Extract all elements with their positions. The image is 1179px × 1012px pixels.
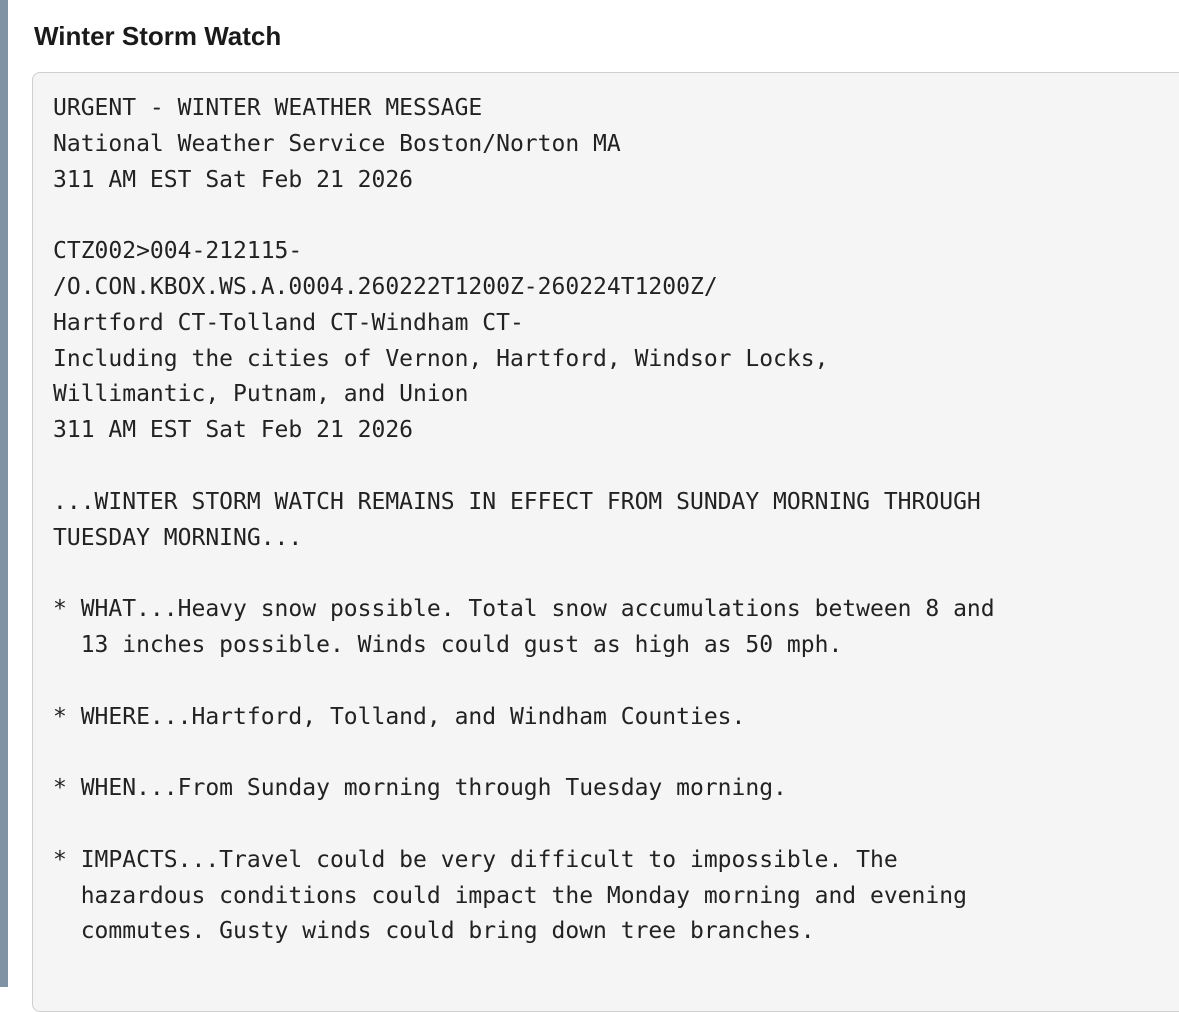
message-box xyxy=(32,72,1179,1012)
message-line: CTZ002>004-212115- xyxy=(53,238,303,265)
message-blank-line xyxy=(53,664,1179,700)
message-line: * WHAT...Heavy snow possible. Total snow accumulations between 8 and xyxy=(53,596,995,623)
message-blank-line xyxy=(53,449,1179,485)
alert-panel xyxy=(8,0,1179,987)
message-blank-line xyxy=(53,198,1179,234)
message-line: * IMPACTS...Travel could be very difficult to impossible. The xyxy=(53,846,898,873)
message-line: TUESDAY MORNING... xyxy=(53,524,303,551)
message-line: ...WINTER STORM WATCH REMAINS IN EFFECT FROM SUNDAY MORNING THROUGH xyxy=(53,488,981,515)
message-blank-line xyxy=(53,556,1179,592)
message-line: * WHEN...From Sunday morning through Tuesday morning. xyxy=(53,775,787,802)
message-line: commutes. Gusty winds could bring down tree branches. xyxy=(53,918,815,945)
message-line: Including the cities of Vernon, Hartford, Windsor Locks, xyxy=(53,345,829,372)
message-line: /O.CON.KBOX.WS.A.0004.260222T1200Z-260224T1200Z/ xyxy=(53,273,718,300)
message-line: hazardous conditions could impact the Monday morning and evening xyxy=(53,882,967,909)
message-line: 311 AM EST Sat Feb 21 2026 xyxy=(53,417,414,444)
message-text xyxy=(53,91,1179,950)
message-line: 311 AM EST Sat Feb 21 2026 xyxy=(53,166,414,193)
message-line: 13 inches possible. Winds could gust as high as 50 mph. xyxy=(53,631,843,658)
left-border-rule xyxy=(0,0,8,987)
alert-title: Winter Storm Watch xyxy=(34,21,282,51)
message-blank-line xyxy=(53,735,1179,771)
message-line: URGENT - WINTER WEATHER MESSAGE xyxy=(53,95,483,121)
message-blank-line xyxy=(53,807,1179,843)
message-line: Hartford CT-Tolland CT-Windham CT- xyxy=(53,309,524,336)
message-line: Willimantic, Putnam, and Union xyxy=(53,381,469,408)
message-line: National Weather Service Boston/Norton MA xyxy=(53,130,621,157)
message-line: * WHERE...Hartford, Tolland, and Windham Counties. xyxy=(53,703,746,730)
